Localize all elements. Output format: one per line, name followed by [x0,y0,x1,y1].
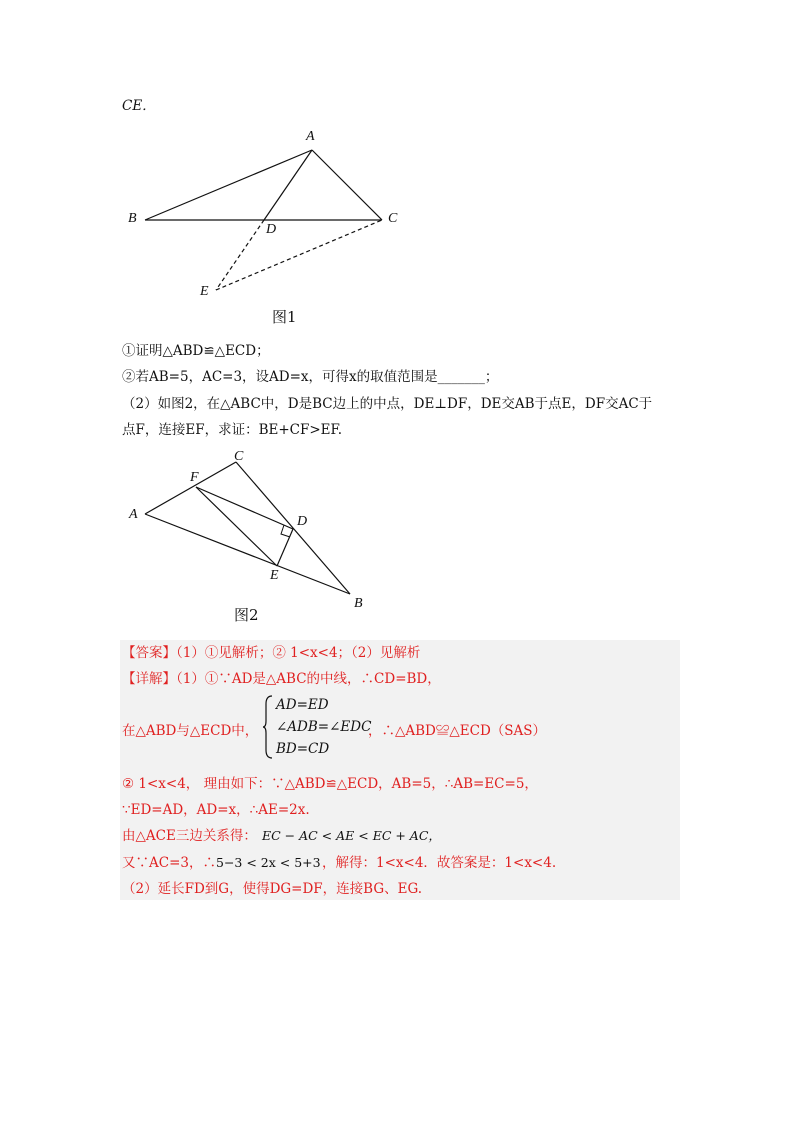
segment-de [277,529,293,566]
question-2-line-2: 点F，连接EF，求证：BE+CF>EF. [122,422,343,438]
system-prefix: 在△ABD与△ECD中， [122,723,259,739]
answer-line: 【答案】（1）①见解析；② 1<x<4；（2）见解析 [122,645,421,661]
solve-line-prefix: 又∵AC=3，∴ [122,855,216,871]
system-eq-3: BD=CD [276,741,330,757]
fig1-point-c: C [388,211,398,226]
fig2-point-a: A [129,507,138,522]
question-1-part-1: ①证明△ABD≌△ECD； [122,343,270,359]
detail-line: 【详解】（1）①∵AD是△ABC的中线，∴CD=BD， [122,671,441,687]
figure-1-caption: 图1 [272,308,297,326]
segment-fd [196,487,293,529]
segment-cb [236,462,350,594]
fig1-point-a: A [306,129,315,144]
system-eq-1: AD=ED [276,697,329,713]
fig2-point-c: C [234,449,244,464]
fig2-point-f: F [190,470,199,485]
system-eq-2: ∠ADB=∠EDC [276,719,372,735]
extend-line: （2）延长FD到G，使得DG=DF，连接BG、EG. [122,881,423,897]
question-2-line-1: （2）如图2，在△ABC中，D是BC边上的中点，DE⊥DF，DE交AB于点E，DF交AC于 [122,396,653,412]
fig1-point-b: B [128,211,137,226]
system-suffix: ，∴△ABD≌△ECD（SAS） [368,723,547,739]
fig1-point-d: D [266,222,277,237]
fig2-point-e: E [270,568,279,583]
fig1-point-e: E [200,284,209,299]
intro-text: CE． [122,98,156,114]
triangle-formula: EC − AC < AE < EC + AC， [262,828,441,843]
solve-formula: 5−3 < 2x < 5+3 [216,855,321,870]
segment-ab [145,514,350,594]
triangle-line-prefix: 由△ACE三边关系得： [122,828,257,844]
range-line: ② 1<x<4， 理由如下：∵△ABD≌△ECD，AB=5，∴AB=EC=5， [122,776,538,792]
figure-2-caption: 图2 [234,606,259,624]
solve-line-suffix: ，解得：1<x<4．故答案是：1<x<4. [322,855,557,871]
segment-fe [196,487,277,566]
question-1-part-2: ②若AB=5，AC=3，设AD=x，可得x的取值范围是_______； [122,369,499,385]
fig2-point-d: D [297,514,308,529]
system-brace [262,694,274,760]
fig2-point-b: B [354,596,363,611]
ae-line: ∵ED=AD，AD=x，∴AE=2x. [122,802,310,818]
